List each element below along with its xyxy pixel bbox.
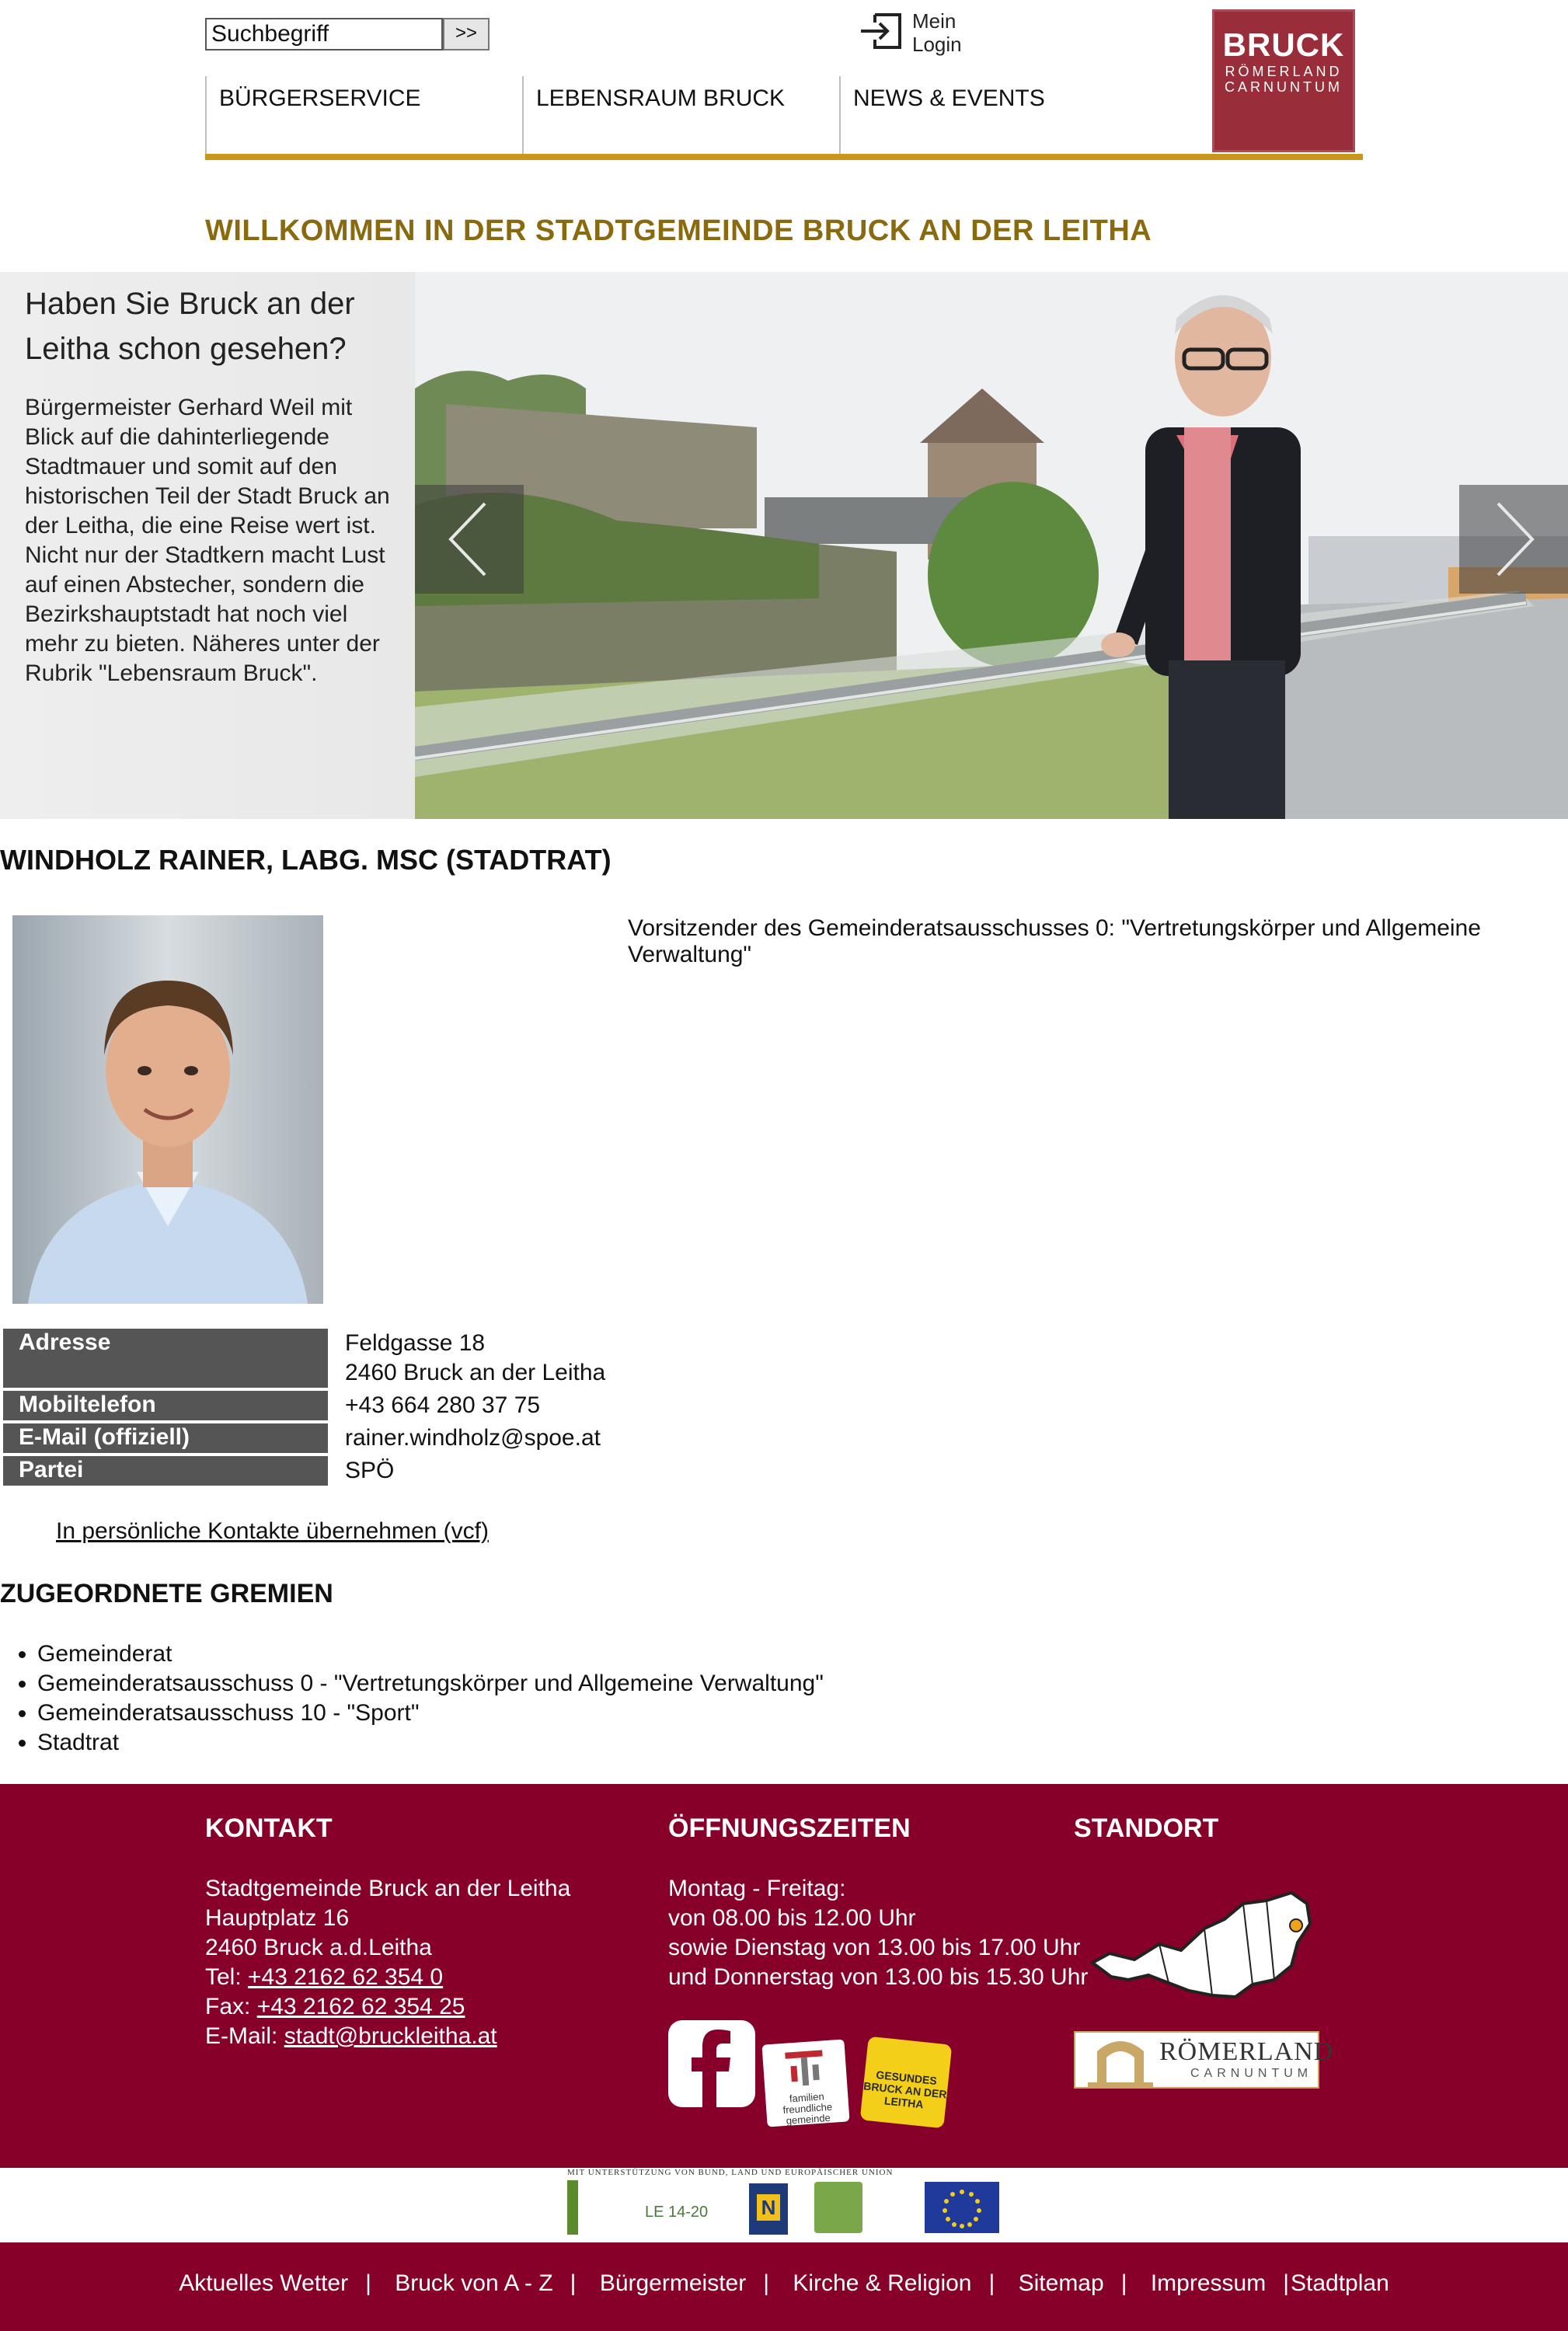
kontakt-org: Stadtgemeinde Bruck an der Leitha (205, 1876, 571, 1901)
link-kirche-religion[interactable]: Kirche & Religion (793, 2270, 972, 2296)
link-sitemap[interactable]: Sitemap (1018, 2270, 1104, 2296)
kontakt-city: 2460 Bruck a.d.Leitha (205, 1935, 432, 1960)
hero-text: Bürgermeister Gerhard Weil mit Blick auf die dahinterliegende Stadtmauer und somit auf den historischen Teil der Stadt Bruck an der Leitha, die eine Reise wert ist. Nicht nur der Stadtkern macht Lust auf einen Abstecher, sondern die Bezirkshauptstadt hat noch viel mehr zu bieten. Näheres unter der Rubrik "Lebensraum Bruck". (25, 395, 390, 686)
hours-line: und Donnerstag von 13.00 bis 15.30 Uhr (668, 1964, 1089, 1990)
person-name-heading: WINDHOLZ RAINER, LABG. MSC (STADTRAT) (0, 844, 612, 876)
chevron-left-icon (415, 485, 524, 594)
familien-badge-text: familien freundliche gemeinde (782, 2090, 833, 2127)
party-value: SPÖ (345, 1458, 395, 1483)
main-navigation (205, 76, 1363, 162)
leader-logo (814, 2182, 862, 2233)
roemerland-text: RÖMERLAND (1159, 2037, 1334, 2066)
hero-slider (0, 272, 1568, 819)
austria-map-icon (1088, 1888, 1313, 2008)
email-link[interactable]: stadt@bruckleitha.at (284, 2023, 497, 2049)
bottom-bar (0, 2242, 1568, 2331)
search-input[interactable] (205, 18, 443, 51)
eu-flag-icon (925, 2182, 999, 2233)
nav-item-lebensraum[interactable]: LEBENSRAUM BRUCK (536, 85, 786, 111)
chair-description: Vorsitzender des Gemeinderatsausschusses 0: "Vertretungskörper und Allgemeine Verwaltung" (628, 915, 1481, 967)
logo-subtitle-2: CARNUNTUM (1225, 79, 1343, 95)
person-portrait (12, 915, 323, 1304)
link-buergermeister[interactable]: Bürgermeister (599, 2270, 747, 2296)
link-aktuelles-wetter[interactable]: Aktuelles Wetter (179, 2270, 349, 2296)
le-logo: LE 14-20 (645, 2204, 709, 2221)
slider-next-button[interactable] (1459, 485, 1568, 594)
link-impressum[interactable]: Impressum (1150, 2270, 1267, 2296)
roman-gate-icon (1082, 2031, 1159, 2089)
slider-prev-button[interactable] (415, 485, 524, 594)
list-item: • Stadtrat (37, 1728, 824, 1758)
hours-line: sowie Dienstag von 13.00 bis 17.00 Uhr (668, 1935, 1081, 1960)
familienfreundliche-gemeinde-badge[interactable] (761, 2039, 849, 2127)
list-item: • Gemeinderatsausschuss 0 - "Vertretungskörper und Allgemeine Verwaltung" (37, 1669, 824, 1699)
tel-label: Tel: (205, 1964, 249, 1990)
email-label: E-Mail: (205, 2023, 284, 2049)
hero-title: Haben Sie Bruck an der Leitha schon gesehen? (25, 287, 355, 366)
list-item: • Gemeinderat (37, 1639, 824, 1669)
hours-line: Montag - Freitag: (668, 1876, 846, 1901)
address-street: Feldgasse 18 (345, 1330, 486, 1356)
list-item: • Gemeinderatsausschuss 10 - "Sport" (37, 1699, 824, 1728)
vcf-download-link[interactable]: In persönliche Kontakte übernehmen (vcf) (56, 1518, 489, 1544)
footer (0, 1784, 1568, 2168)
roemerland-logo[interactable] (1074, 2031, 1334, 2089)
austria-map-link[interactable] (1088, 1888, 1313, 2012)
mobile-phone-value[interactable]: +43 664 280 37 75 (345, 1392, 541, 1418)
kontakt-block (205, 1874, 570, 2051)
chevron-right-icon (1459, 485, 1568, 594)
email-value[interactable]: rainer.windholz@spoe.at (345, 1425, 601, 1451)
contact-key: Adresse (3, 1329, 328, 1388)
hero-caption (0, 272, 415, 819)
gremien-list (0, 1639, 824, 1758)
contact-value (345, 1329, 733, 1388)
gesundes-badge-text: GESUNDES BRUCK AN DER LEITHA (862, 2068, 948, 2111)
nav-item-buergerservice[interactable]: BÜRGERSERVICE (219, 85, 421, 111)
link-stadtplan[interactable]: Stadtplan (1290, 2270, 1389, 2296)
hero-image (415, 272, 1568, 819)
facebook-link[interactable] (668, 2020, 755, 2107)
gremien-heading: ZUGEORDNETE GREMIEN (0, 1579, 333, 1608)
nav-underline (205, 154, 1363, 160)
noe-logo: N (749, 2183, 788, 2235)
contact-key: Mobiltelefon (3, 1391, 328, 1420)
fax-link[interactable]: +43 2162 62 354 25 (256, 1994, 465, 2019)
login-icon (858, 10, 904, 56)
contact-key: E-Mail (offiziell) (3, 1423, 328, 1453)
welcome-heading: WILLKOMMEN IN DER STADTGEMEINDE BRUCK AN DER LEITHA (205, 214, 1152, 247)
address-city: 2460 Bruck an der Leitha (345, 1360, 606, 1385)
oeffnungszeiten-heading: ÖFFNUNGSZEITEN (668, 1814, 911, 1843)
logo-subtitle-1: RÖMERLAND (1225, 64, 1343, 79)
bottom-links: Aktuelles Wetter | Bruck von A - Z | Bürgermeister | Kirche & Religion | Sitemap | Impressum |Stadtplan (179, 2270, 1389, 2296)
fax-label: Fax: (205, 1994, 257, 2019)
gesundes-bruck-badge[interactable] (860, 2037, 953, 2129)
link-bruck-von-a-z[interactable]: Bruck von A - Z (395, 2270, 553, 2296)
facebook-icon (668, 2020, 755, 2107)
sponsor-strip (0, 2168, 1568, 2242)
carnuntum-text: CARNUNTUM (1190, 2067, 1313, 2080)
login-link[interactable] (858, 8, 974, 57)
kontakt-street: Hauptplatz 16 (205, 1905, 350, 1931)
oeffnungszeiten-block (668, 1874, 1088, 1992)
hours-line: von 08.00 bis 12.00 Uhr (668, 1905, 916, 1931)
standort-heading: STANDORT (1074, 1814, 1219, 1843)
ministry-logo (567, 2180, 578, 2235)
family-logo-icon (780, 2045, 830, 2090)
tel-link[interactable]: +43 2162 62 354 0 (248, 1964, 444, 1990)
sponsor-caption: MIT UNTERSTÜTZUNG VON BUND, LAND UND EUROPÄISCHER UNION (567, 2168, 894, 2177)
logo-title: BRUCK (1222, 26, 1345, 63)
nav-item-news-events[interactable]: NEWS & EVENTS (853, 85, 1045, 111)
search-button[interactable]: >> (443, 18, 490, 51)
login-label: Mein Login (912, 9, 962, 56)
kontakt-heading: KONTAKT (205, 1814, 333, 1843)
contact-key: Partei (3, 1456, 328, 1486)
